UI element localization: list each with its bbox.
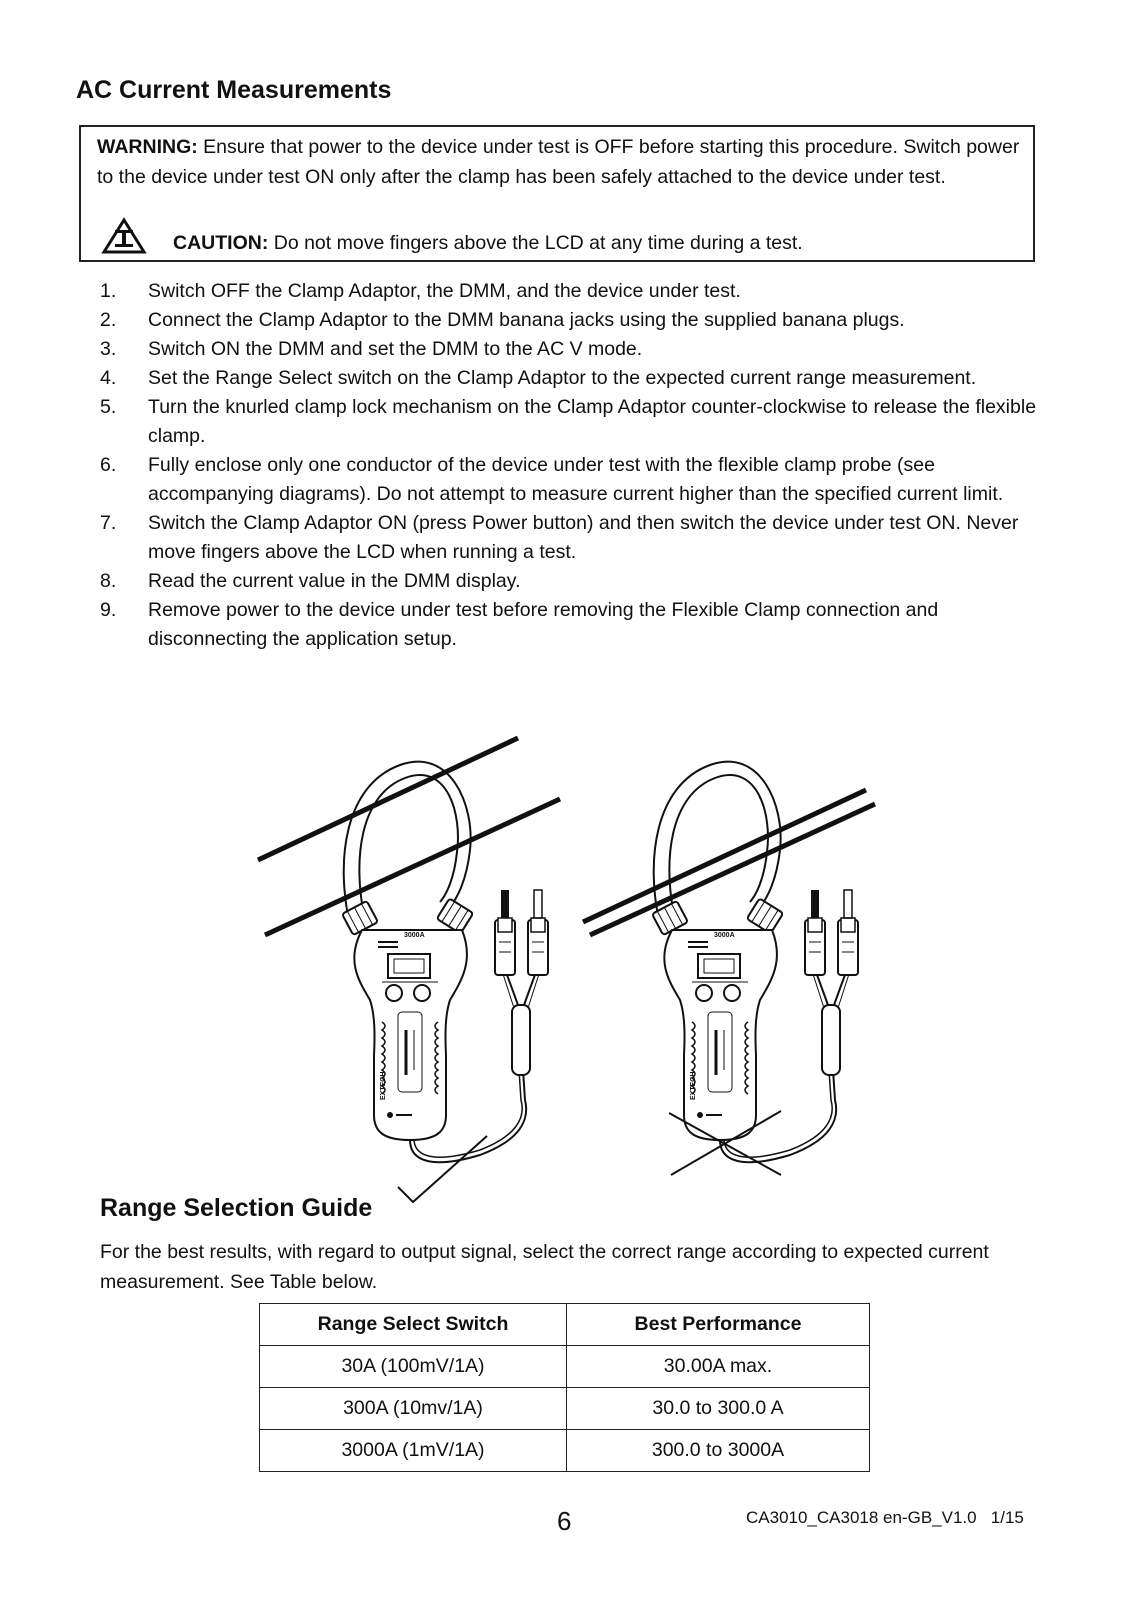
table-cell: 30.0 to 300.0 A (567, 1388, 870, 1430)
step-number: 9. (100, 599, 117, 621)
clamp-model-label: 3000A (714, 932, 735, 939)
incorrect-usage-clamp (652, 762, 858, 1163)
table-cell: 300A (10mv/1A) (260, 1388, 567, 1430)
step-text: Fully enclose only one conductor of the device under test with the flexible clamp probe (see accompanying diagrams). Do not attempt to measure current higher than the specified current limit. (148, 454, 1004, 505)
list-item (98, 596, 1058, 654)
list-item (98, 567, 1058, 596)
table-row (260, 1346, 870, 1388)
single-conductor (258, 738, 518, 860)
list-item (98, 451, 1058, 509)
table-cell: 30A (100mV/1A) (260, 1346, 567, 1388)
step-text: Switch ON the DMM and set the DMM to the AC V mode. (148, 338, 643, 360)
warning-box (79, 125, 1035, 262)
page-heading: AC Current Measurements (76, 76, 392, 104)
reference-conductor (265, 799, 560, 935)
clamp-brand-label: EXTECH (690, 1071, 697, 1100)
table-cell: 3000A (1mV/1A) (260, 1430, 567, 1472)
step-number: 3. (100, 338, 117, 360)
list-item (98, 306, 1058, 335)
list-item (98, 277, 1058, 306)
list-item (98, 393, 1058, 451)
step-text: Switch the Clamp Adaptor ON (press Power button) and then switch the device under test ON. Never move fingers above the LCD when running a test. (148, 512, 1019, 563)
list-item (98, 335, 1058, 364)
warning-triangle-icon (101, 217, 147, 255)
range-heading: Range Selection Guide (100, 1194, 373, 1222)
conductor-line (583, 790, 866, 922)
step-number: 6. (100, 454, 117, 476)
table-header-row (260, 1304, 870, 1346)
step-number: 4. (100, 367, 117, 389)
table-cell: 30.00A max. (567, 1346, 870, 1388)
document-id: CA3010_CA3018 en-GB_V1.0 1/15 (746, 1508, 1024, 1527)
clamp-brand-label: EXTECH (380, 1071, 387, 1100)
warning-label: WARNING: (97, 136, 198, 158)
conductor-line (590, 804, 875, 935)
caution-label: CAUTION: (173, 232, 269, 254)
step-text: Remove power to the device under test before removing the Flexible Clamp connection and disconnecting the application setup. (148, 599, 939, 650)
clamp-model-label: 3000A (404, 932, 425, 939)
step-text: Turn the knurled clamp lock mechanism on the Clamp Adaptor counter-clockwise to release the flexible clamp. (148, 396, 1037, 447)
table-cell: 300.0 to 3000A (567, 1430, 870, 1472)
step-text: Read the current value in the DMM display. (148, 570, 521, 592)
step-text: Switch OFF the Clamp Adaptor, the DMM, and the device under test. (148, 280, 741, 302)
clamp-usage-diagram (0, 730, 1130, 1210)
table-header: Range Select Switch (260, 1304, 567, 1346)
range-table (259, 1303, 870, 1472)
warning-body: Ensure that power to the device under test is OFF before starting this procedure. Switch power to the device under test ON only after the clamp has been safely attached to the device under test. (97, 136, 1020, 188)
procedure-steps (98, 277, 1058, 654)
table-row (260, 1388, 870, 1430)
page-number: 6 (557, 1506, 572, 1536)
step-number: 7. (100, 512, 117, 534)
list-item (98, 364, 1058, 393)
step-number: 5. (100, 396, 117, 418)
step-text: Connect the Clamp Adaptor to the DMM banana jacks using the supplied banana plugs. (148, 309, 905, 331)
correct-usage-clamp (342, 762, 548, 1163)
table-header: Best Performance (567, 1304, 870, 1346)
caution-text (173, 231, 803, 255)
warning-text (97, 133, 1027, 192)
table-row (260, 1430, 870, 1472)
step-number: 2. (100, 309, 117, 331)
step-number: 1. (100, 280, 117, 302)
list-item (98, 509, 1058, 567)
caution-body: Do not move fingers above the LCD at any time during a test. (268, 232, 803, 254)
step-number: 8. (100, 570, 117, 592)
range-intro: For the best results, with regard to output signal, select the correct range according to expected current measurement. See Table below. (100, 1241, 989, 1293)
step-text: Set the Range Select switch on the Clamp Adaptor to the expected current range measurement. (148, 367, 977, 389)
